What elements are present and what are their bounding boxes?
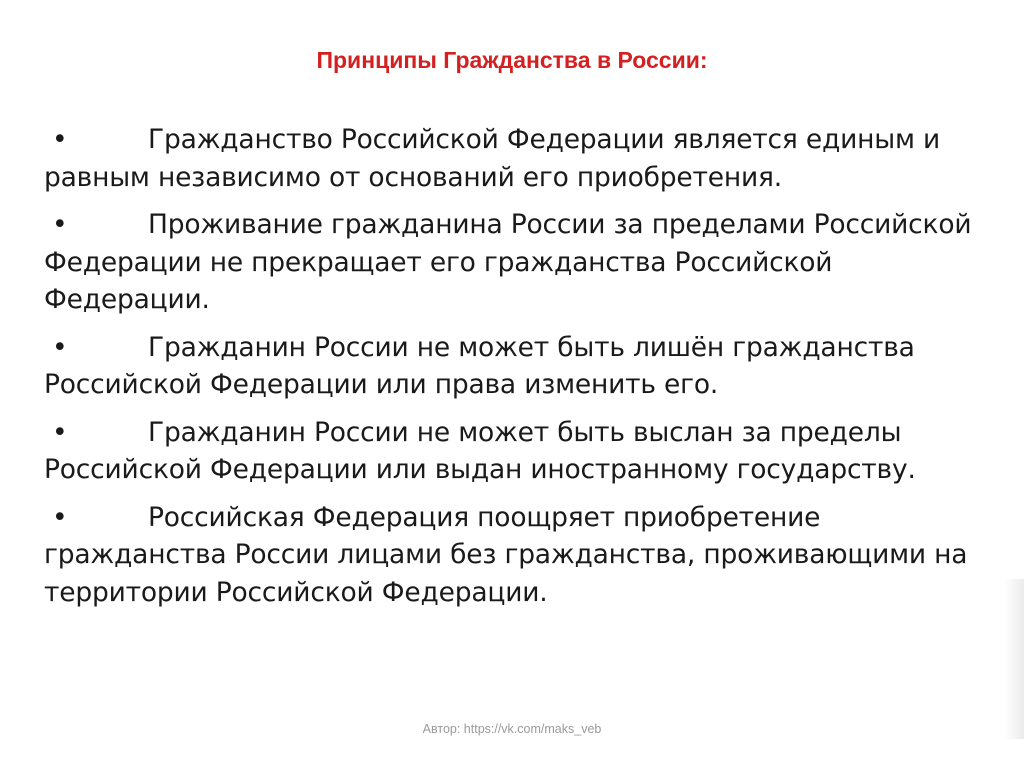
list-item-text: Гражданин России не может быть выслан за пределы Российской Федерации или выдан иностранному государству. xyxy=(44,416,916,485)
list-item-text: Гражданин России не может быть лишён гражданства Российской Федерации или права изменить его. xyxy=(44,331,915,400)
bullet-icon: • xyxy=(52,416,68,448)
list-item-text: Гражданство Российской Федерации является единым и равным независимо от оснований его приобретения. xyxy=(44,124,941,193)
list-item xyxy=(44,329,994,404)
bullet-icon: • xyxy=(52,331,68,363)
list-item-text: Российская Федерация поощряет приобретение гражданства России лицами без гражданства, проживающими на территории Российской Федерации. xyxy=(44,501,968,608)
list-item xyxy=(44,499,994,612)
list-item xyxy=(44,121,994,196)
page-edge-shadow xyxy=(1004,579,1024,739)
bullet-icon: • xyxy=(52,209,68,240)
author-footer: Автор: https://vk.com/maks_veb xyxy=(422,722,602,736)
slide-title: Принципы Гражданства в России: xyxy=(316,47,708,73)
list-item-text: Проживание гражданина России за пределами Российской Федерации не прекращает его гражданства Российской Федерации. xyxy=(44,209,972,315)
list-item xyxy=(44,206,994,319)
principles-list xyxy=(44,121,994,621)
bullet-icon: • xyxy=(52,501,68,533)
bullet-icon: • xyxy=(52,124,68,155)
list-item xyxy=(44,414,994,489)
